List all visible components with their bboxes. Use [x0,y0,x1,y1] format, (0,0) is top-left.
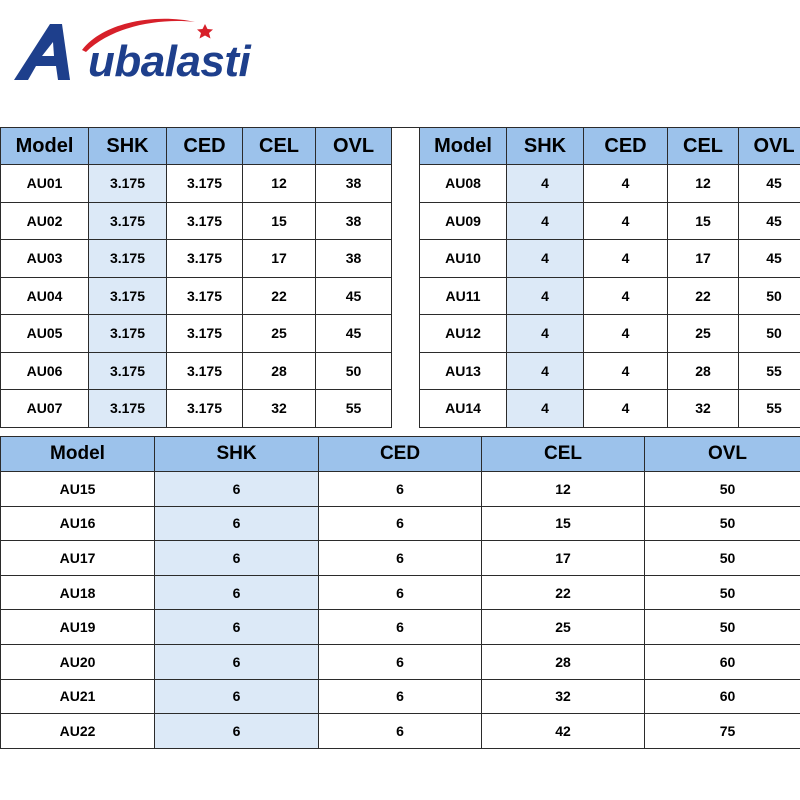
cell-shk: 6 [155,714,319,749]
column-header-ovl: OVL [739,128,800,165]
cell-ovl: 55 [739,390,800,428]
table-row [420,390,800,428]
cell-ovl: 50 [645,541,800,576]
cell-ovl: 45 [316,277,392,315]
cell-ovl: 50 [739,315,800,353]
column-header-model: Model [1,437,155,472]
column-header-ced: CED [584,128,668,165]
cell-model: AU19 [1,610,155,645]
cell-cel: 17 [482,541,645,576]
table-row [1,390,392,428]
table-row [1,575,800,610]
cell-model: AU12 [420,315,507,353]
column-header-shk: SHK [507,128,584,165]
cell-model: AU14 [420,390,507,428]
cell-model: AU01 [1,165,89,203]
column-header-model: Model [1,128,89,165]
table-row [1,315,392,353]
cell-shk: 4 [507,352,584,390]
cell-model: AU13 [420,352,507,390]
brand-logo [10,10,270,90]
cell-ovl: 45 [739,240,800,278]
header-row [1,128,392,165]
cell-ced: 4 [584,390,668,428]
cell-ovl: 38 [316,165,392,203]
cell-shk: 6 [155,506,319,541]
cell-model: AU17 [1,541,155,576]
cell-shk: 3.175 [89,240,167,278]
column-header-shk: SHK [155,437,319,472]
table-row [1,352,392,390]
cell-cel: 25 [668,315,739,353]
cell-shk: 3.175 [89,202,167,240]
spec-table-1 [0,127,392,428]
cell-shk: 3.175 [89,390,167,428]
cell-shk: 3.175 [89,165,167,203]
cell-shk: 3.175 [89,315,167,353]
cell-ovl: 50 [645,472,800,507]
cell-shk: 6 [155,644,319,679]
table-row [1,202,392,240]
column-header-ced: CED [167,128,243,165]
cell-cel: 42 [482,714,645,749]
table-row [1,644,800,679]
table-row [1,506,800,541]
cell-ovl: 60 [645,644,800,679]
cell-ovl: 55 [316,390,392,428]
cell-ced: 3.175 [167,240,243,278]
cell-shk: 4 [507,315,584,353]
column-header-ced: CED [319,437,482,472]
cell-ced: 3.175 [167,202,243,240]
table-row [1,714,800,749]
cell-ced: 4 [584,240,668,278]
cell-model: AU04 [1,277,89,315]
spec-table-2 [419,127,800,428]
cell-ovl: 55 [739,352,800,390]
cell-ovl: 45 [739,202,800,240]
cell-shk: 4 [507,202,584,240]
cell-ced: 6 [319,644,482,679]
cell-ovl: 38 [316,202,392,240]
cell-ced: 4 [584,165,668,203]
table-row [1,240,392,278]
cell-model: AU03 [1,240,89,278]
cell-model: AU09 [420,202,507,240]
cell-shk: 4 [507,277,584,315]
table-row [1,165,392,203]
cell-model: AU21 [1,679,155,714]
logo-text: ubalasti [88,37,251,86]
cell-model: AU10 [420,240,507,278]
table-row [420,277,800,315]
header-row [1,437,800,472]
cell-model: AU16 [1,506,155,541]
cell-cel: 25 [482,610,645,645]
cell-ced: 6 [319,506,482,541]
table-row [420,352,800,390]
cell-ced: 3.175 [167,352,243,390]
cell-ced: 6 [319,575,482,610]
cell-cel: 12 [668,165,739,203]
cell-ced: 4 [584,277,668,315]
cell-cel: 28 [243,352,316,390]
cell-ovl: 50 [739,277,800,315]
cell-cel: 22 [243,277,316,315]
cell-shk: 3.175 [89,352,167,390]
cell-ced: 3.175 [167,315,243,353]
cell-cel: 12 [243,165,316,203]
cell-ced: 4 [584,202,668,240]
cell-ced: 3.175 [167,390,243,428]
cell-ced: 6 [319,679,482,714]
cell-ced: 4 [584,352,668,390]
table-row [420,315,800,353]
cell-ovl: 45 [739,165,800,203]
column-header-shk: SHK [89,128,167,165]
cell-cel: 15 [243,202,316,240]
cell-model: AU02 [1,202,89,240]
cell-cel: 22 [482,575,645,610]
table-row [1,472,800,507]
cell-model: AU11 [420,277,507,315]
cell-cel: 32 [243,390,316,428]
spec-table-3 [0,436,800,749]
column-header-cel: CEL [243,128,316,165]
cell-cel: 17 [243,240,316,278]
cell-cel: 17 [668,240,739,278]
table-row [420,165,800,203]
cell-ced: 4 [584,315,668,353]
table-row [420,202,800,240]
table-row [1,541,800,576]
cell-cel: 25 [243,315,316,353]
cell-cel: 12 [482,472,645,507]
cell-model: AU07 [1,390,89,428]
cell-cel: 22 [668,277,739,315]
cell-shk: 4 [507,165,584,203]
cell-shk: 4 [507,390,584,428]
cell-cel: 28 [482,644,645,679]
cell-shk: 6 [155,575,319,610]
cell-ovl: 50 [645,575,800,610]
cell-model: AU18 [1,575,155,610]
cell-ovl: 60 [645,679,800,714]
cell-model: AU20 [1,644,155,679]
cell-cel: 15 [668,202,739,240]
cell-ovl: 75 [645,714,800,749]
cell-shk: 6 [155,541,319,576]
header-row [420,128,800,165]
cell-model: AU05 [1,315,89,353]
column-header-ovl: OVL [316,128,392,165]
table-row [1,277,392,315]
cell-ovl: 38 [316,240,392,278]
table-row [1,679,800,714]
cell-ovl: 50 [316,352,392,390]
cell-model: AU22 [1,714,155,749]
cell-model: AU06 [1,352,89,390]
column-header-cel: CEL [482,437,645,472]
table-row [1,610,800,645]
cell-shk: 4 [507,240,584,278]
cell-ovl: 50 [645,610,800,645]
column-header-cel: CEL [668,128,739,165]
cell-ced: 6 [319,610,482,645]
cell-shk: 6 [155,679,319,714]
cell-shk: 3.175 [89,277,167,315]
cell-model: AU15 [1,472,155,507]
table-row [420,240,800,278]
cell-ovl: 45 [316,315,392,353]
cell-ced: 6 [319,714,482,749]
column-header-ovl: OVL [645,437,800,472]
cell-cel: 32 [482,679,645,714]
cell-ovl: 50 [645,506,800,541]
divider [391,127,419,128]
cell-ced: 6 [319,472,482,507]
cell-cel: 28 [668,352,739,390]
cell-model: AU08 [420,165,507,203]
cell-ced: 3.175 [167,165,243,203]
cell-ced: 6 [319,541,482,576]
cell-ced: 3.175 [167,277,243,315]
cell-shk: 6 [155,610,319,645]
cell-cel: 15 [482,506,645,541]
column-header-model: Model [420,128,507,165]
cell-cel: 32 [668,390,739,428]
cell-shk: 6 [155,472,319,507]
